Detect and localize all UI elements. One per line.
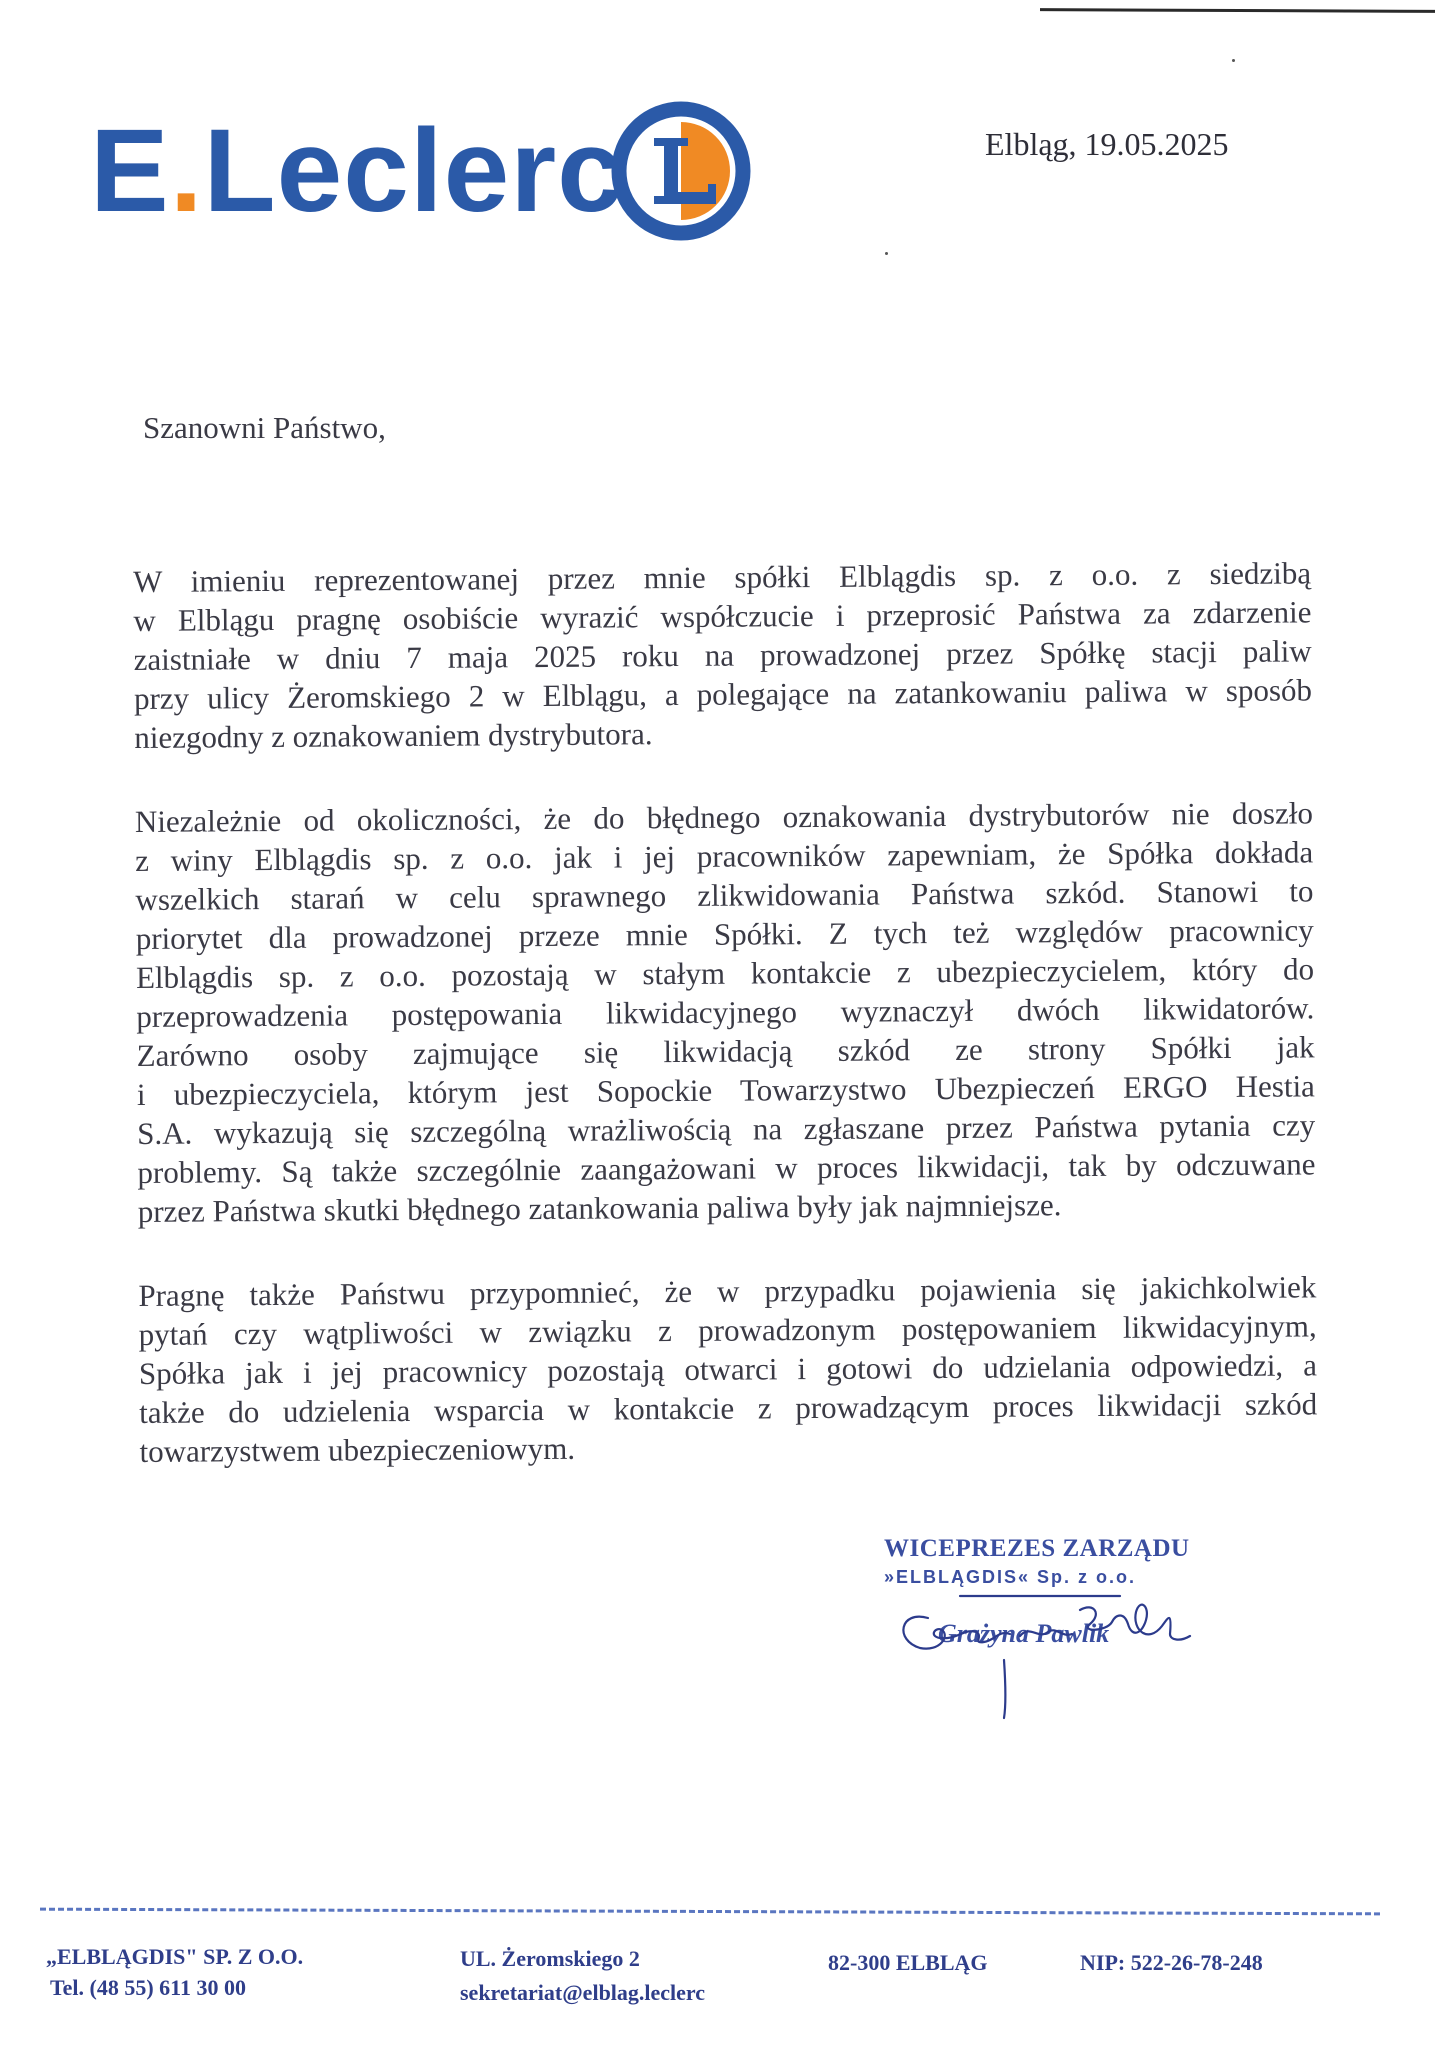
stamp-name: Grażyna Pawlik xyxy=(938,1619,1110,1648)
handwritten-signature xyxy=(880,1540,1220,1720)
footer-phone: Tel. (48 55) 611 30 00 xyxy=(50,1975,246,2000)
text-line: zaistniałe w dniu 7 maja 2025 roku na prowadzonej przez Spółkę stacji paliw xyxy=(133,633,1312,677)
text-line: wszelkich starań w celu sprawnego zlikwidowania Państwa szkód. Stanowi to xyxy=(135,873,1314,917)
text-line: W imieniu reprezentowanej przez mnie spółki Elblągdis sp. z o.o. z siedzibą xyxy=(133,555,1312,599)
footer-street: UL. Żeromskiego 2 xyxy=(460,1946,640,1971)
footer-postal: 82-300 ELBLĄG xyxy=(828,1950,988,1975)
footer-email: sekretariat@elblag.leclerc xyxy=(460,1980,706,2005)
stamp-company: »ELBLĄGDIS« Sp. z o.o. xyxy=(884,1567,1137,1587)
stamp-title: WICEPREZES ZARZĄDU xyxy=(884,1535,1190,1562)
scan-speck xyxy=(885,252,888,255)
scan-edge-line xyxy=(1040,8,1435,13)
footer-nip: NIP: 522-26-78-248 xyxy=(1080,1950,1263,1975)
salutation: Szanowni Państwo, xyxy=(143,410,386,445)
text-line: priorytet dla prowadzonej przeze mnie Spółki. Z tych też względów pracownicy xyxy=(135,912,1314,956)
text-line: S.A. wykazują się szczególną wrażliwością na zgłaszane przez Państwa pytania czy xyxy=(137,1107,1316,1151)
text-line: problemy. Są także szczególnie zaangażowani w proces likwidacji, tak by odczuwane xyxy=(137,1146,1316,1190)
text-line: przy ulicy Żeromskiego 2 w Elblągu, a polegające na zatankowaniu paliwa w sposób xyxy=(133,672,1313,716)
footer-divider xyxy=(40,1908,1380,1916)
text-line: i ubezpieczyciela, którym jest Sopockie Towarzystwo Ubezpieczeń ERGO Hestia xyxy=(136,1068,1315,1112)
footer-company: „ELBLĄGDIS" SP. Z O.O. xyxy=(46,1944,304,1969)
text-line: niezgodny z oznakowaniem dystrybutora. xyxy=(134,716,653,755)
text-line: także do udzielenia wsparcia w kontakcie z prowadzącym proces likwidacji szkód xyxy=(139,1386,1318,1430)
leclerc-l-mark-icon xyxy=(610,100,752,242)
text-line: pytań czy wątpliwości w związku z prowadzonym postępowaniem likwidacyjnym, xyxy=(138,1308,1317,1352)
paragraph-2 xyxy=(135,793,1316,1231)
text-line: Spółka jak i jej pracownicy pozostają otwarci i gotowi do udzielania odpowiedzi, a xyxy=(138,1347,1318,1391)
scan-speck xyxy=(1232,59,1235,62)
text-line: Zarówno osoby zajmujące się likwidacją szkód ze strony Spółki jak xyxy=(136,1029,1315,1073)
text-line: Pragnę także Państwu przypomnieć, że w przypadku pojawienia się jakichkolwiek xyxy=(138,1269,1317,1313)
text-line: Niezależnie od okoliczności, że do błędnego oznakowania dystrybutorów nie doszło xyxy=(134,795,1313,839)
letter-date: Elbląg, 19.05.2025 xyxy=(985,126,1229,162)
text-line: Elblągdis sp. z o.o. pozostają w stałym kontakcie z ubezpieczycielem, który do xyxy=(135,951,1315,995)
text-line: towarzystwem ubezpieczeniowym. xyxy=(139,1430,576,1469)
paragraph-3 xyxy=(138,1267,1317,1471)
text-line: z winy Elblągdis sp. z o.o. jak i jej pracowników zapewniam, że Spółka dokłada xyxy=(135,834,1314,878)
letter-body xyxy=(133,553,1318,1471)
text-line: w Elblągu pragnę osobiście wyrazić współczucie i przeprosić Państwa za zdarzenie xyxy=(133,594,1312,638)
text-line: przeprowadzenia postępowania likwidacyjnego wyznaczył dwóch likwidatorów. xyxy=(136,990,1315,1034)
text-line: przez Państwa skutki błędnego zatankowania paliwa były jak najmniejsze. xyxy=(137,1187,1062,1229)
leclerc-logo xyxy=(90,96,770,246)
paragraph-1 xyxy=(133,553,1312,757)
logo-wordmark: E.Leclerc xyxy=(90,105,624,237)
